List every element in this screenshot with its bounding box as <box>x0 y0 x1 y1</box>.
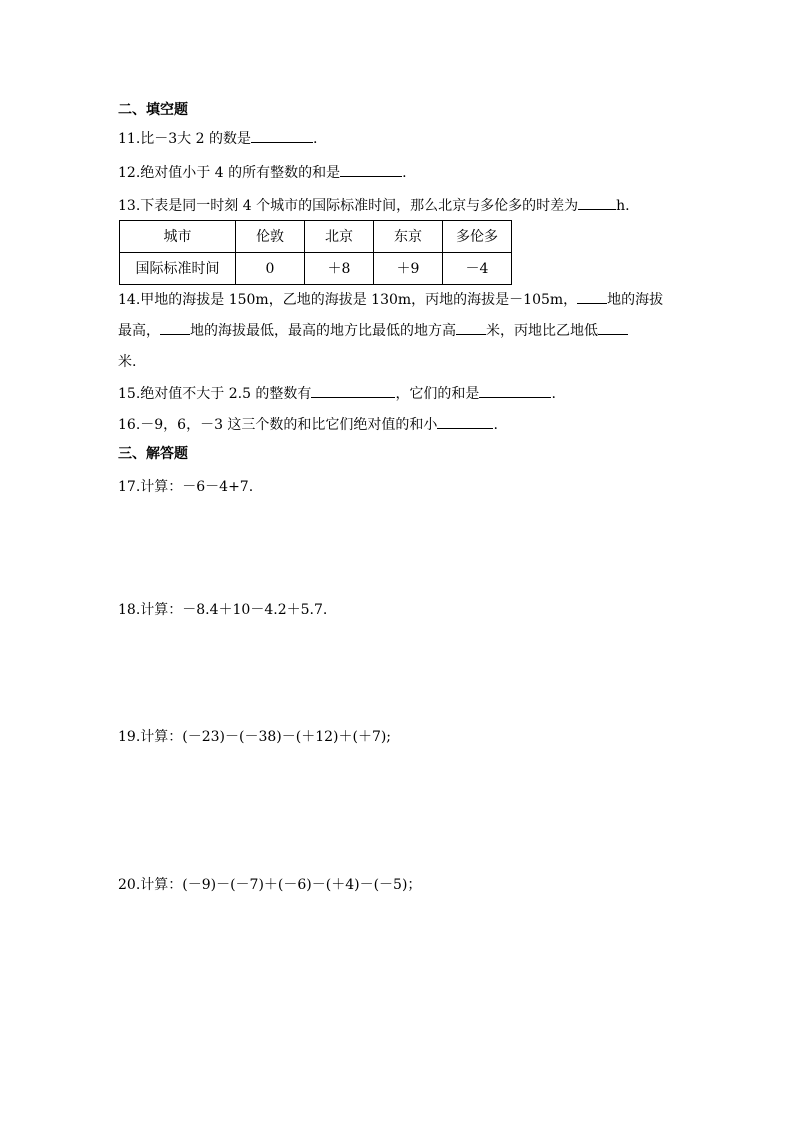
answer-blank[interactable] <box>251 128 313 143</box>
question-13 <box>118 195 630 216</box>
question-end: . <box>312 131 318 147</box>
answer-blank[interactable] <box>340 162 402 177</box>
answer-blank[interactable] <box>577 289 607 304</box>
table-cell: －4 <box>443 253 512 285</box>
question-20: 20.计算：(－9)－(－7)＋(－6)－(＋4)－(－5)； <box>118 877 422 893</box>
table-cell: 北京 <box>305 221 374 253</box>
question-end: h. <box>616 198 630 214</box>
question-13-text: 13.下表是同一时刻 4 个城市的国际标准时间，那么北京与多伦多的时差为 <box>118 198 579 214</box>
table-cell: ＋8 <box>305 253 374 285</box>
table-cell: 0 <box>236 253 305 285</box>
question-16 <box>118 414 498 435</box>
question-14-text: 地的海拔 <box>607 292 664 308</box>
table-cell: 城市 <box>120 221 236 253</box>
question-14-line-1 <box>118 289 663 310</box>
answer-blank[interactable] <box>437 414 493 429</box>
question-16-text: 16.－9，6，－3 这三个数的和比它们绝对值的和小 <box>118 417 438 433</box>
table-cell: 国际标准时间 <box>120 253 236 285</box>
table-cell: 多伦多 <box>443 221 512 253</box>
question-17: 17.计算：－6－4+7. <box>118 479 254 495</box>
question-11-text: 11.比－3大 2 的数是 <box>118 131 251 147</box>
question-end: . <box>493 417 498 433</box>
question-14-text: 最高， <box>118 323 160 339</box>
answer-blank[interactable] <box>160 320 190 335</box>
question-18: 18.计算：－8.4＋10－4.2＋5.7. <box>118 602 328 618</box>
question-15-text: ，它们的和是 <box>395 386 480 402</box>
table-cell: 东京 <box>374 221 443 253</box>
question-end: . <box>402 165 407 181</box>
question-11 <box>118 128 317 149</box>
answer-blank[interactable] <box>598 320 628 335</box>
answer-blank[interactable] <box>578 195 616 210</box>
question-15 <box>118 383 556 404</box>
question-end: . <box>551 386 556 402</box>
table-row <box>120 253 512 285</box>
question-12-text: 12.绝对值小于 4 的所有整数的和是 <box>118 165 341 181</box>
question-12 <box>118 162 407 183</box>
question-14-text: 米，丙地比乙地低 <box>486 323 598 339</box>
table-cell: ＋9 <box>374 253 443 285</box>
question-14-line-2 <box>118 320 628 341</box>
answer-blank[interactable] <box>456 320 486 335</box>
question-14-text: 地的海拔最低，最高的地方比最低的地方高 <box>190 323 456 339</box>
question-15-text: 15.绝对值不大于 2.5 的整数有 <box>118 386 312 402</box>
question-14-line-3: 米. <box>118 354 137 370</box>
question-14-text: 14.甲地的海拔是 150m，乙地的海拔是 130m，丙地的海拔是－105m， <box>118 292 578 308</box>
question-19: 19.计算：(－23)－(－38)－(＋12)＋(＋7); <box>118 729 392 745</box>
timezone-table <box>119 220 512 285</box>
section-heading-fill-blank: 二、填空题 <box>118 102 188 118</box>
answer-blank[interactable] <box>311 383 395 398</box>
table-cell: 伦敦 <box>236 221 305 253</box>
table-header-row <box>120 221 512 253</box>
answer-blank[interactable] <box>479 383 551 398</box>
section-heading-solve: 三、解答题 <box>118 446 188 462</box>
